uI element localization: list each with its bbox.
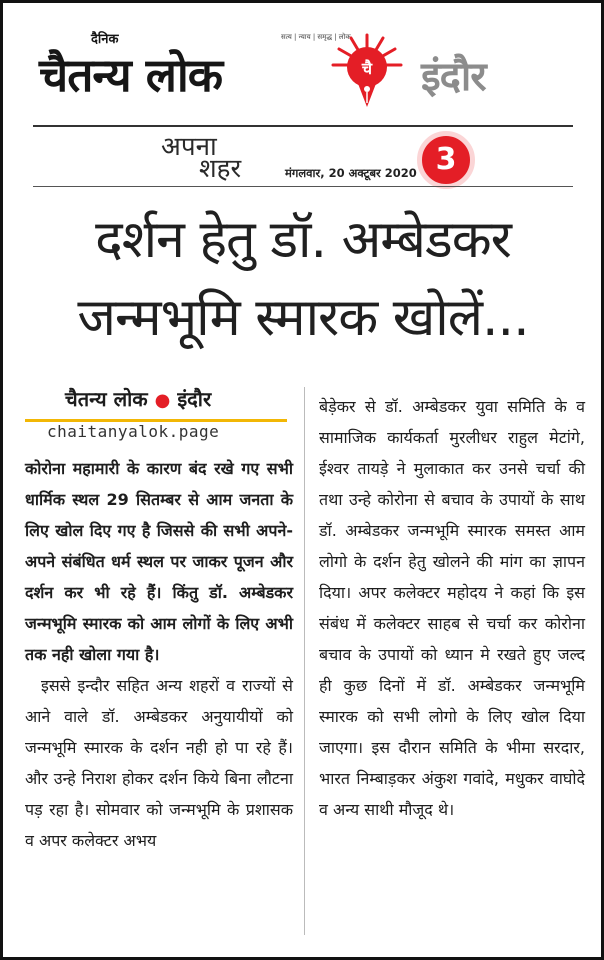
byline-city: इंदौर	[177, 387, 212, 411]
column-divider	[304, 387, 305, 935]
byline-paper: चैतन्य लोक	[65, 387, 148, 411]
issue-date: मंगलवार, 20 अक्टूबर 2020	[285, 166, 417, 180]
svg-text:चै: चै	[361, 59, 373, 78]
newspaper-name: चैतन्य लोक	[39, 48, 223, 102]
headline	[23, 201, 583, 357]
byline	[65, 385, 211, 412]
website-url: chaitanyalok.page	[47, 422, 220, 441]
masthead-bottom-rule	[33, 186, 573, 187]
article-column-left	[25, 453, 293, 856]
article-paragraph-2: इससे इन्दौर सहित अन्य शहरों व राज्यों से आने वाले डॉ. अम्बेडकर अनुयायीयों को जन्मभूमि स्मारक के दर्शन नही हो पा रहे हैं। और उन्हे निराश होकर दर्शन किये बिना लौटना पड़ रहा है। सोमवार को जन्मभूमि के प्रशासक व अपर कलेक्टर अभय	[25, 676, 293, 850]
section-title-line1: अपना	[161, 132, 217, 162]
article-column-right	[319, 391, 585, 825]
edition-city: इंदौर	[421, 54, 486, 100]
section-title-line2: शहर	[199, 154, 242, 184]
headline-line-1: दर्शन हेतु डॉ. अम्बेडकर	[95, 210, 511, 270]
article-lead: कोरोना महामारी के कारण बंद रखे गए सभी धार्मिक स्थल 29 सितम्बर से आम जनता के लिए खोल दिए गए है जिससे की सभी अपने-अपने संबंधित धर्म स्थल पर जाकर पूजन और दर्शन कर भी रहे हैं। किंतु डॉ. अम्बेडकर जन्मभूमि स्मारक को आम लोगों के लिए अभी तक नही खोला गया है।	[25, 459, 293, 664]
pen-nib-logo-icon	[327, 31, 407, 111]
masthead	[3, 3, 601, 189]
brand-prefix: दैनिक	[91, 32, 119, 47]
tagline: सत्य | न्याय | समृद्ध | लोक	[281, 33, 351, 41]
page-number-badge: 3	[417, 131, 475, 189]
article-paragraph-3: बेड़ेकर से डॉ. अम्बेडकर युवा समिति के व सामाजिक कार्यकर्ता मुरलीधर राहुल मेटांगे, ईश्वर तायड़े ने मुलाकात कर उनसे चर्चा की तथा उन्हे कोरोना से बचाव के उपायों के साथ डॉ. अम्बेडकर जन्मभूमि स्मारक समस्त आम लोगो के दर्शन हेतु खोलने की मांग का ज्ञापन दिया। अपर कलेक्टर महोदय ने कहां कि इस संबंध में कलेक्टर साहब से चर्चा कर कोरोना बचाव के उपायों को ध्यान मे रखते हुए जल्द ही कुछ दिनों में डॉ. अम्बेडकर जन्मभूमि स्मारक को सभी लोगो के लिए खोल दिया जाएगा। इस दौरान समिति के भीमा सरदार, भारत निम्बाड़कर अंकुश गवांदे, मधुकर वाघोदे व अन्य साथी मौजूद थे।	[319, 397, 585, 819]
byline-dot-icon: ●	[154, 390, 171, 411]
masthead-rule	[33, 125, 573, 127]
headline-line-2: जन्मभूमि स्मारक खोलें...	[77, 288, 529, 348]
